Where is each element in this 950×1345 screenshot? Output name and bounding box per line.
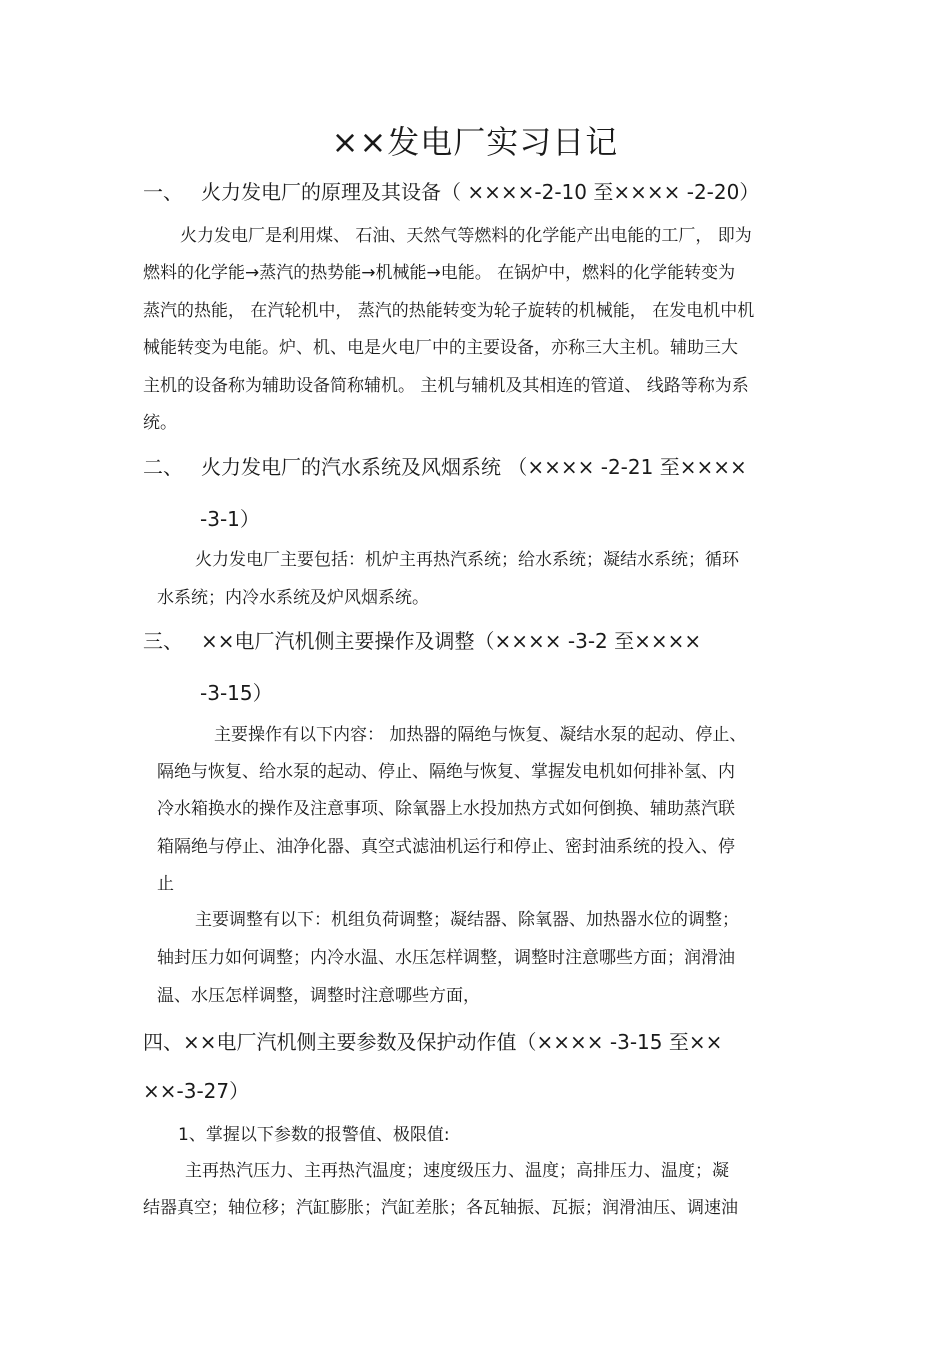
section-3-line-4: 箱隔绝与停止、油净化器、真空式滤油机运行和停止、密封油系统的投入、停 [157, 837, 735, 857]
section-4-title: ××电厂汽机侧主要参数及保护动作值（×××× -3-15 至×× [183, 1030, 723, 1054]
section-1-line-4: 械能转变为电能。炉、机、电是火电厂中的主要设备，亦称三大主机。辅助三大 [143, 338, 738, 358]
section-3-line-5: 止 [157, 874, 174, 894]
section-4-heading-continued: ××-3-27） [143, 1079, 250, 1103]
section-4-line-2: 结器真空；轴位移；汽缸膨胀；汽缸差胀；各瓦轴振、瓦振；润滑油压、调速油 [143, 1198, 738, 1218]
section-3-line-3: 冷水箱换水的操作及注意事项、除氧器上水投加热方式如何倒换、辅助蒸汽联 [157, 799, 735, 819]
section-3-line-1: 主要操作有以下内容： 加热器的隔绝与恢复、凝结水泵的起动、停止、 [214, 725, 747, 745]
section-2-title: 火力发电厂的汽水系统及风烟系统 （×××× -2-21 至×××× [201, 455, 747, 479]
section-2-line-1: 火力发电厂主要包括：机炉主再热汽系统；给水系统；凝结水系统；循环 [195, 550, 739, 570]
section-1-line-6: 统。 [143, 413, 177, 433]
section-1-line-2: 燃料的化学能→蒸汽的热势能→机械能→电能。 在锅炉中，燃料的化学能转变为 [143, 263, 736, 283]
section-4-number: 四、 [143, 1030, 183, 1054]
section-2-line-2: 水系统；内冷水系统及炉风烟系统。 [157, 588, 429, 608]
section-3-title: ××电厂汽机侧主要操作及调整（×××× -3-2 至×××× [201, 629, 702, 653]
section-1-number: 一、 [143, 180, 183, 204]
section-1-title: 火力发电厂的原理及其设备（ ××××-2-10 至×××× -2-20） [201, 180, 760, 204]
section-3-adjust-line-1: 主要调整有以下：机组负荷调整；凝结器、除氧器、加热器水位的调整； [195, 910, 739, 930]
section-1-line-3: 蒸汽的热能， 在汽轮机中， 蒸汽的热能转变为轮子旋转的机械能， 在发电机中机 [143, 301, 755, 321]
section-2-heading-continued: -3-1） [200, 507, 260, 531]
section-3-adjust-line-2: 轴封压力如何调整；内冷水温、水压怎样调整，调整时注意哪些方面；润滑油 [157, 948, 735, 968]
section-1-line-1: 火力发电厂是利用煤、 石油、天然气等燃料的化学能产出电能的工厂， 即为 [180, 226, 752, 246]
section-4-heading [143, 1028, 722, 1056]
section-3-heading [143, 627, 701, 655]
section-1-heading [143, 178, 759, 206]
section-3-heading-continued: -3-15） [200, 681, 273, 705]
page-title: ××发电厂实习日记 [331, 123, 619, 161]
section-3-adjust-line-3: 温、水压怎样调整，调整时注意哪些方面， [157, 986, 480, 1006]
section-4-subheading: 1、掌握以下参数的报警值、极限值: [178, 1125, 450, 1145]
section-2-number: 二、 [143, 455, 183, 479]
section-1-line-5: 主机的设备称为辅助设备简称辅机。 主机与辅机及其相连的管道、 线路等称为系 [143, 376, 749, 396]
section-3-number: 三、 [143, 629, 183, 653]
section-4-line-1: 主再热汽压力、主再热汽温度；速度级压力、温度；高排压力、温度；凝 [185, 1161, 729, 1181]
section-3-line-2: 隔绝与恢复、给水泵的起动、停止、隔绝与恢复、掌握发电机如何排补氢、内 [157, 762, 735, 782]
section-2-heading [143, 453, 747, 481]
